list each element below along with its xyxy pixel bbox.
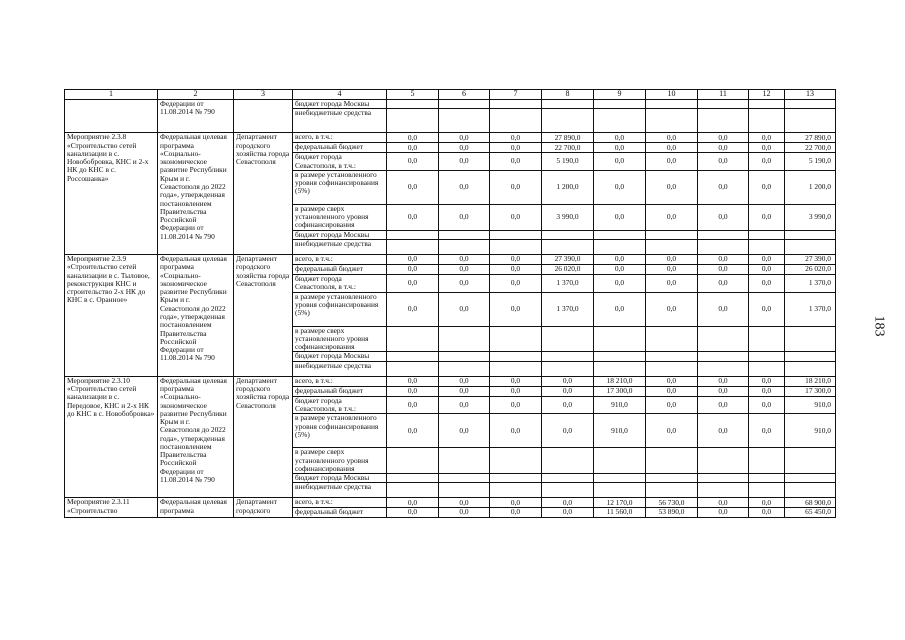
- amount-cell: [749, 230, 785, 239]
- amount-cell: [749, 474, 785, 483]
- funding-source: в размере сверх установленного уровня софинансирования: [293, 448, 387, 474]
- funding-source: всего, в т.ч.:: [293, 133, 387, 143]
- amount-cell: [387, 448, 439, 474]
- amount-cell: [439, 474, 490, 483]
- amount-cell: 0,0: [749, 264, 785, 274]
- amount-cell: 0,0: [698, 508, 749, 517]
- amount-cell: [594, 109, 646, 133]
- amount-cell: [785, 361, 836, 376]
- amount-cell: 0,0: [490, 274, 542, 292]
- amount-cell: 27 390,0: [785, 254, 836, 264]
- amount-cell: 0,0: [749, 143, 785, 153]
- funding-source: бюджет города Севастополя, в т.ч.:: [293, 274, 387, 292]
- amount-cell: [698, 326, 749, 352]
- amount-cell: 0,0: [439, 274, 490, 292]
- amount-cell: 1 370,0: [785, 274, 836, 292]
- amount-cell: [387, 474, 439, 483]
- funding-source: внебюджетные средства: [293, 483, 387, 498]
- amount-cell: [490, 483, 542, 498]
- amount-cell: 0,0: [698, 396, 749, 414]
- amount-cell: 53 890,0: [646, 508, 698, 517]
- funding-source: федеральный бюджет: [293, 143, 387, 153]
- amount-cell: 0,0: [749, 133, 785, 143]
- amount-cell: 0,0: [387, 254, 439, 264]
- amount-cell: 0,0: [749, 274, 785, 292]
- amount-cell: 27 390,0: [542, 254, 594, 264]
- amount-cell: 0,0: [439, 396, 490, 414]
- amount-cell: 0,0: [646, 414, 698, 448]
- amount-cell: [439, 361, 490, 376]
- amount-cell: [490, 361, 542, 376]
- amount-cell: [387, 230, 439, 239]
- amount-cell: 0,0: [490, 498, 542, 508]
- amount-cell: [646, 448, 698, 474]
- amount-cell: 0,0: [646, 153, 698, 171]
- responsible-department: Департамент городского: [234, 498, 293, 517]
- funding-source: бюджет города Москвы: [293, 230, 387, 239]
- amount-cell: 0,0: [387, 153, 439, 171]
- table-row: [65, 376, 836, 386]
- amount-cell: [646, 326, 698, 352]
- column-number-1: 1: [65, 90, 158, 100]
- amount-cell: 0,0: [439, 254, 490, 264]
- amount-cell: 0,0: [490, 254, 542, 264]
- table-row: [65, 254, 836, 264]
- amount-cell: 0,0: [490, 508, 542, 517]
- amount-cell: 0,0: [490, 204, 542, 230]
- funding-source: в размере установленного уровня софинансирования (5%): [293, 170, 387, 204]
- amount-cell: 0,0: [387, 498, 439, 508]
- amount-cell: 0,0: [490, 414, 542, 448]
- table-row: [65, 133, 836, 143]
- amount-cell: [542, 483, 594, 498]
- column-number-2: 2: [158, 90, 234, 100]
- amount-cell: 0,0: [387, 396, 439, 414]
- amount-cell: 26 020,0: [785, 264, 836, 274]
- amount-cell: [542, 230, 594, 239]
- amount-cell: [387, 483, 439, 498]
- amount-cell: [749, 239, 785, 254]
- amount-cell: [594, 474, 646, 483]
- amount-cell: [490, 474, 542, 483]
- table-row: [65, 498, 836, 508]
- amount-cell: 0,0: [646, 386, 698, 396]
- amount-cell: 0,0: [387, 264, 439, 274]
- amount-cell: 0,0: [542, 508, 594, 517]
- activity-name: Мероприятие 2.3.9 «Строительство сетей канализации в с. Тыловое, реконструкция КНС и строительство 2-х НК до КНС в с. Оранное»: [65, 254, 158, 376]
- amount-cell: 0,0: [749, 414, 785, 448]
- amount-cell: 910,0: [594, 414, 646, 448]
- amount-cell: 0,0: [749, 386, 785, 396]
- amount-cell: [749, 326, 785, 352]
- amount-cell: 0,0: [646, 254, 698, 264]
- amount-cell: 0,0: [698, 264, 749, 274]
- amount-cell: [594, 326, 646, 352]
- amount-cell: 0,0: [387, 508, 439, 517]
- amount-cell: 0,0: [542, 498, 594, 508]
- amount-cell: 0,0: [646, 133, 698, 143]
- amount-cell: [490, 239, 542, 254]
- amount-cell: [387, 326, 439, 352]
- program-name: Федеральная целевая программа: [158, 498, 234, 517]
- amount-cell: 0,0: [646, 204, 698, 230]
- amount-cell: 0,0: [646, 292, 698, 326]
- amount-cell: 0,0: [698, 376, 749, 386]
- amount-cell: [698, 352, 749, 361]
- amount-cell: 0,0: [646, 143, 698, 153]
- amount-cell: [698, 448, 749, 474]
- amount-cell: [785, 109, 836, 133]
- amount-cell: [698, 109, 749, 133]
- amount-cell: 0,0: [542, 376, 594, 386]
- funding-source: бюджет города Москвы: [293, 474, 387, 483]
- amount-cell: 0,0: [749, 170, 785, 204]
- amount-cell: 0,0: [542, 386, 594, 396]
- amount-cell: 0,0: [490, 143, 542, 153]
- amount-cell: 0,0: [490, 292, 542, 326]
- amount-cell: 0,0: [646, 376, 698, 386]
- amount-cell: 0,0: [439, 508, 490, 517]
- amount-cell: [646, 474, 698, 483]
- amount-cell: 0,0: [594, 254, 646, 264]
- page-number: 183: [871, 315, 887, 337]
- amount-cell: 0,0: [698, 143, 749, 153]
- amount-cell: [749, 352, 785, 361]
- funding-source: в размере установленного уровня софинансирования (5%): [293, 292, 387, 326]
- program-name: Федеральная целевая программа «Социально-экономическое развитие Республики Крым и г. Севастополя до 2022 года», утвержденная постановлением Правительства Российской Федерации от 11.08.2014 № 790: [158, 376, 234, 498]
- funding-source: в размере установленного уровня софинансирования (5%): [293, 414, 387, 448]
- amount-cell: [542, 109, 594, 133]
- amount-cell: 27 890,0: [542, 133, 594, 143]
- amount-cell: 0,0: [387, 143, 439, 153]
- amount-cell: 0,0: [749, 204, 785, 230]
- amount-cell: 0,0: [439, 264, 490, 274]
- amount-cell: [490, 326, 542, 352]
- amount-cell: 0,0: [646, 274, 698, 292]
- amount-cell: 0,0: [749, 254, 785, 264]
- amount-cell: [542, 474, 594, 483]
- amount-cell: 26 020,0: [542, 264, 594, 274]
- amount-cell: [646, 109, 698, 133]
- amount-cell: [646, 230, 698, 239]
- amount-cell: 0,0: [749, 498, 785, 508]
- column-number-8: 8: [542, 90, 594, 100]
- column-number-5: 5: [387, 90, 439, 100]
- amount-cell: 1 200,0: [542, 170, 594, 204]
- amount-cell: [785, 474, 836, 483]
- amount-cell: 0,0: [594, 274, 646, 292]
- amount-cell: [785, 448, 836, 474]
- amount-cell: [785, 239, 836, 254]
- funding-source: бюджет города Москвы: [293, 100, 387, 109]
- amount-cell: [490, 448, 542, 474]
- amount-cell: [785, 352, 836, 361]
- program-name: Федеральная целевая программа «Социально-экономическое развитие Республики Крым и г. Севастополя до 2022 года», утвержденная постановлением Правительства Российской Федерации от 11.08.2014 № 790: [158, 133, 234, 255]
- amount-cell: [490, 109, 542, 133]
- amount-cell: 0,0: [698, 204, 749, 230]
- amount-cell: 0,0: [439, 498, 490, 508]
- amount-cell: [439, 352, 490, 361]
- amount-cell: [439, 448, 490, 474]
- amount-cell: [542, 239, 594, 254]
- amount-cell: 0,0: [490, 133, 542, 143]
- amount-cell: [698, 239, 749, 254]
- funding-source: бюджет города Москвы: [293, 352, 387, 361]
- amount-cell: [542, 448, 594, 474]
- amount-cell: 0,0: [698, 274, 749, 292]
- amount-cell: 0,0: [439, 204, 490, 230]
- amount-cell: 1 200,0: [785, 170, 836, 204]
- amount-cell: 0,0: [387, 274, 439, 292]
- amount-cell: 910,0: [785, 396, 836, 414]
- amount-cell: 0,0: [387, 376, 439, 386]
- funding-source: федеральный бюджет: [293, 386, 387, 396]
- amount-cell: 0,0: [698, 498, 749, 508]
- column-number-9: 9: [594, 90, 646, 100]
- column-number-12: 12: [749, 90, 785, 100]
- amount-cell: 0,0: [698, 386, 749, 396]
- amount-cell: [542, 326, 594, 352]
- amount-cell: 0,0: [594, 153, 646, 171]
- amount-cell: [594, 352, 646, 361]
- amount-cell: 0,0: [490, 376, 542, 386]
- amount-cell: 18 210,0: [785, 376, 836, 386]
- amount-cell: 910,0: [594, 396, 646, 414]
- column-number-7: 7: [490, 90, 542, 100]
- amount-cell: 0,0: [749, 396, 785, 414]
- amount-cell: 0,0: [490, 386, 542, 396]
- column-number-6: 6: [439, 90, 490, 100]
- amount-cell: [439, 326, 490, 352]
- amount-cell: [490, 352, 542, 361]
- amount-cell: [698, 483, 749, 498]
- amount-cell: 56 730,0: [646, 498, 698, 508]
- activity-name: Мероприятие 2.3.8 «Строительство сетей канализации в с. Новобобровка, КНС и 2-х НК до КНС в с. Россошанка»: [65, 133, 158, 255]
- amount-cell: [387, 109, 439, 133]
- amount-cell: 0,0: [387, 133, 439, 143]
- budget-table: [64, 89, 836, 518]
- funding-source: всего, в т.ч.:: [293, 376, 387, 386]
- column-number-3: 3: [234, 90, 293, 100]
- funding-source: внебюджетные средства: [293, 361, 387, 376]
- amount-cell: 0,0: [698, 254, 749, 264]
- amount-cell: 0,0: [646, 170, 698, 204]
- amount-cell: 0,0: [439, 143, 490, 153]
- amount-cell: 0,0: [387, 292, 439, 326]
- amount-cell: 0,0: [490, 396, 542, 414]
- amount-cell: 22 700,0: [542, 143, 594, 153]
- amount-cell: 0,0: [594, 143, 646, 153]
- amount-cell: 0,0: [698, 153, 749, 171]
- amount-cell: [490, 230, 542, 239]
- amount-cell: 0,0: [698, 414, 749, 448]
- amount-cell: [387, 239, 439, 254]
- amount-cell: 0,0: [490, 170, 542, 204]
- amount-cell: 5 190,0: [785, 153, 836, 171]
- amount-cell: [698, 230, 749, 239]
- amount-cell: [594, 448, 646, 474]
- amount-cell: [594, 483, 646, 498]
- amount-cell: [594, 239, 646, 254]
- amount-cell: 0,0: [646, 396, 698, 414]
- amount-cell: [749, 483, 785, 498]
- funding-source: всего, в т.ч.:: [293, 498, 387, 508]
- amount-cell: 11 560,0: [594, 508, 646, 517]
- amount-cell: [785, 326, 836, 352]
- amount-cell: 0,0: [698, 170, 749, 204]
- amount-cell: 0,0: [439, 386, 490, 396]
- amount-cell: 0,0: [439, 153, 490, 171]
- amount-cell: [542, 361, 594, 376]
- amount-cell: [439, 239, 490, 254]
- amount-cell: 18 210,0: [594, 376, 646, 386]
- activity-name: Мероприятие 2.3.11 «Строительство: [65, 498, 158, 517]
- amount-cell: [749, 361, 785, 376]
- amount-cell: 0,0: [698, 292, 749, 326]
- amount-cell: 910,0: [785, 414, 836, 448]
- amount-cell: 0,0: [490, 264, 542, 274]
- amount-cell: 3 990,0: [785, 204, 836, 230]
- column-number-10: 10: [646, 90, 698, 100]
- table-row: [65, 100, 836, 109]
- program-name: Федеральная целевая программа «Социально-экономическое развитие Республики Крым и г. Севастополя до 2022 года», утвержденная постановлением Правительства Российской Федерации от 11.08.2014 № 790: [158, 254, 234, 376]
- funding-source: внебюджетные средства: [293, 239, 387, 254]
- amount-cell: [490, 100, 542, 109]
- funding-source: в размере сверх установленного уровня софинансирования: [293, 326, 387, 352]
- amount-cell: [698, 100, 749, 109]
- amount-cell: 0,0: [439, 170, 490, 204]
- funding-source: всего, в т.ч.:: [293, 254, 387, 264]
- amount-cell: [594, 100, 646, 109]
- amount-cell: [387, 352, 439, 361]
- amount-cell: [785, 483, 836, 498]
- amount-cell: [646, 352, 698, 361]
- amount-cell: 0,0: [542, 414, 594, 448]
- amount-cell: 22 700,0: [785, 143, 836, 153]
- funding-source: бюджет города Севастополя, в т.ч.:: [293, 153, 387, 171]
- amount-cell: 0,0: [439, 414, 490, 448]
- amount-cell: 0,0: [439, 133, 490, 143]
- amount-cell: 0,0: [698, 133, 749, 143]
- amount-cell: [698, 474, 749, 483]
- amount-cell: [749, 109, 785, 133]
- funding-source: федеральный бюджет: [293, 508, 387, 517]
- amount-cell: 1 370,0: [542, 292, 594, 326]
- amount-cell: 5 190,0: [542, 153, 594, 171]
- amount-cell: 0,0: [387, 170, 439, 204]
- amount-cell: [439, 100, 490, 109]
- amount-cell: [439, 109, 490, 133]
- amount-cell: [594, 230, 646, 239]
- amount-cell: 0,0: [749, 292, 785, 326]
- responsible-department: [234, 100, 293, 133]
- amount-cell: 17 300,0: [785, 386, 836, 396]
- amount-cell: 0,0: [594, 170, 646, 204]
- amount-cell: [387, 100, 439, 109]
- amount-cell: [785, 100, 836, 109]
- funding-source: бюджет города Севастополя, в т.ч.:: [293, 396, 387, 414]
- funding-source: в размере сверх установленного уровня софинансирования: [293, 204, 387, 230]
- funding-source: внебюджетные средства: [293, 109, 387, 133]
- amount-cell: [594, 361, 646, 376]
- amount-cell: [439, 230, 490, 239]
- column-number-row: [65, 90, 836, 100]
- amount-cell: [698, 361, 749, 376]
- amount-cell: 65 450,0: [785, 508, 836, 517]
- column-number-11: 11: [698, 90, 749, 100]
- amount-cell: [646, 483, 698, 498]
- amount-cell: 0,0: [542, 396, 594, 414]
- amount-cell: 0,0: [594, 264, 646, 274]
- activity-name: Мероприятие 2.3.10 «Строительство сетей канализации в с. Передовое, КНС и 2-х НК до КНС в с. Новобобровка»: [65, 376, 158, 498]
- activity-name: [65, 100, 158, 133]
- amount-cell: 0,0: [646, 264, 698, 274]
- amount-cell: 3 990,0: [542, 204, 594, 230]
- amount-cell: 0,0: [490, 153, 542, 171]
- amount-cell: 0,0: [387, 204, 439, 230]
- amount-cell: [542, 100, 594, 109]
- amount-cell: 12 170,0: [594, 498, 646, 508]
- amount-cell: 0,0: [749, 508, 785, 517]
- amount-cell: [387, 361, 439, 376]
- amount-cell: 0,0: [594, 133, 646, 143]
- amount-cell: [646, 239, 698, 254]
- program-name: Федерации от 11.08.2014 № 790: [158, 100, 234, 133]
- amount-cell: [646, 100, 698, 109]
- amount-cell: 1 370,0: [542, 274, 594, 292]
- responsible-department: Департамент городского хозяйства города Севастополя: [234, 254, 293, 376]
- amount-cell: 68 900,0: [785, 498, 836, 508]
- funding-source: федеральный бюджет: [293, 264, 387, 274]
- column-number-4: 4: [293, 90, 387, 100]
- amount-cell: 0,0: [749, 376, 785, 386]
- amount-cell: 27 890,0: [785, 133, 836, 143]
- amount-cell: 0,0: [594, 204, 646, 230]
- amount-cell: 0,0: [387, 414, 439, 448]
- amount-cell: [785, 230, 836, 239]
- amount-cell: 17 300,0: [594, 386, 646, 396]
- amount-cell: [749, 100, 785, 109]
- amount-cell: [439, 483, 490, 498]
- amount-cell: 0,0: [749, 153, 785, 171]
- amount-cell: 0,0: [387, 386, 439, 396]
- amount-cell: 0,0: [594, 292, 646, 326]
- amount-cell: 0,0: [439, 292, 490, 326]
- amount-cell: 1 370,0: [785, 292, 836, 326]
- column-number-13: 13: [785, 90, 836, 100]
- amount-cell: [542, 352, 594, 361]
- table-body: [65, 90, 836, 518]
- responsible-department: Департамент городского хозяйства города Севастополя: [234, 133, 293, 255]
- amount-cell: [646, 361, 698, 376]
- amount-cell: [749, 448, 785, 474]
- amount-cell: 0,0: [439, 376, 490, 386]
- responsible-department: Департамент городского хозяйства города Севастополя: [234, 376, 293, 498]
